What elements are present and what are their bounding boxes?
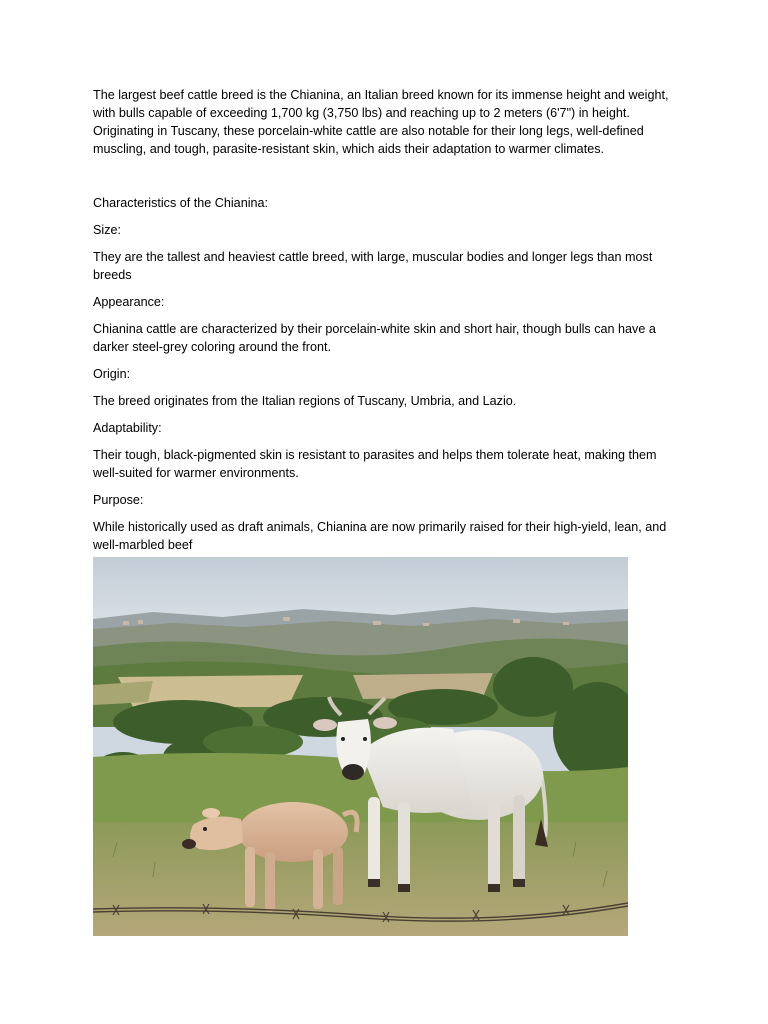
section-text-adaptability: Their tough, black-pigmented skin is resistant to parasites and helps them tolerate heat, making them well-suited for warmer environments. <box>93 448 657 480</box>
chianina-photo <box>93 557 628 936</box>
section-text-purpose: While historically used as draft animals, Chianina are now primarily raised for their high-yield, lean, and well-marbled beef <box>93 520 667 552</box>
section-label-appearance: Appearance: <box>93 295 165 309</box>
document-body <box>93 86 683 554</box>
chianina-photo-illustration <box>93 557 628 936</box>
section-label-purpose: Purpose: <box>93 493 144 507</box>
section-label-adaptability: Adaptability: <box>93 421 162 435</box>
section-label-origin: Origin: <box>93 367 131 381</box>
section-text-appearance: Chianina cattle are characterized by their porcelain-white skin and short hair, though bulls can have a darker steel-grey coloring around the front. <box>93 322 656 354</box>
section-text-origin: The breed originates from the Italian regions of Tuscany, Umbria, and Lazio. <box>93 394 517 408</box>
section-label-size: Size: <box>93 223 121 237</box>
section-text-size: They are the tallest and heaviest cattle breed, with large, muscular bodies and longer legs than most breeds <box>93 250 653 282</box>
intro-paragraph: The largest beef cattle breed is the Chianina, an Italian breed known for its immense height and weight, with bulls capable of exceeding 1,700 kg (3,750 lbs) and reaching up to 2 meters (6'7") in height. Originating in Tuscany, these porcelain-white cattle are also notable for their long legs, well-defined muscling, and tough, parasite-resistant skin, which aids their adaptation to warmer climates. <box>93 88 669 156</box>
characteristics-heading: Characteristics of the Chianina: <box>93 196 268 210</box>
